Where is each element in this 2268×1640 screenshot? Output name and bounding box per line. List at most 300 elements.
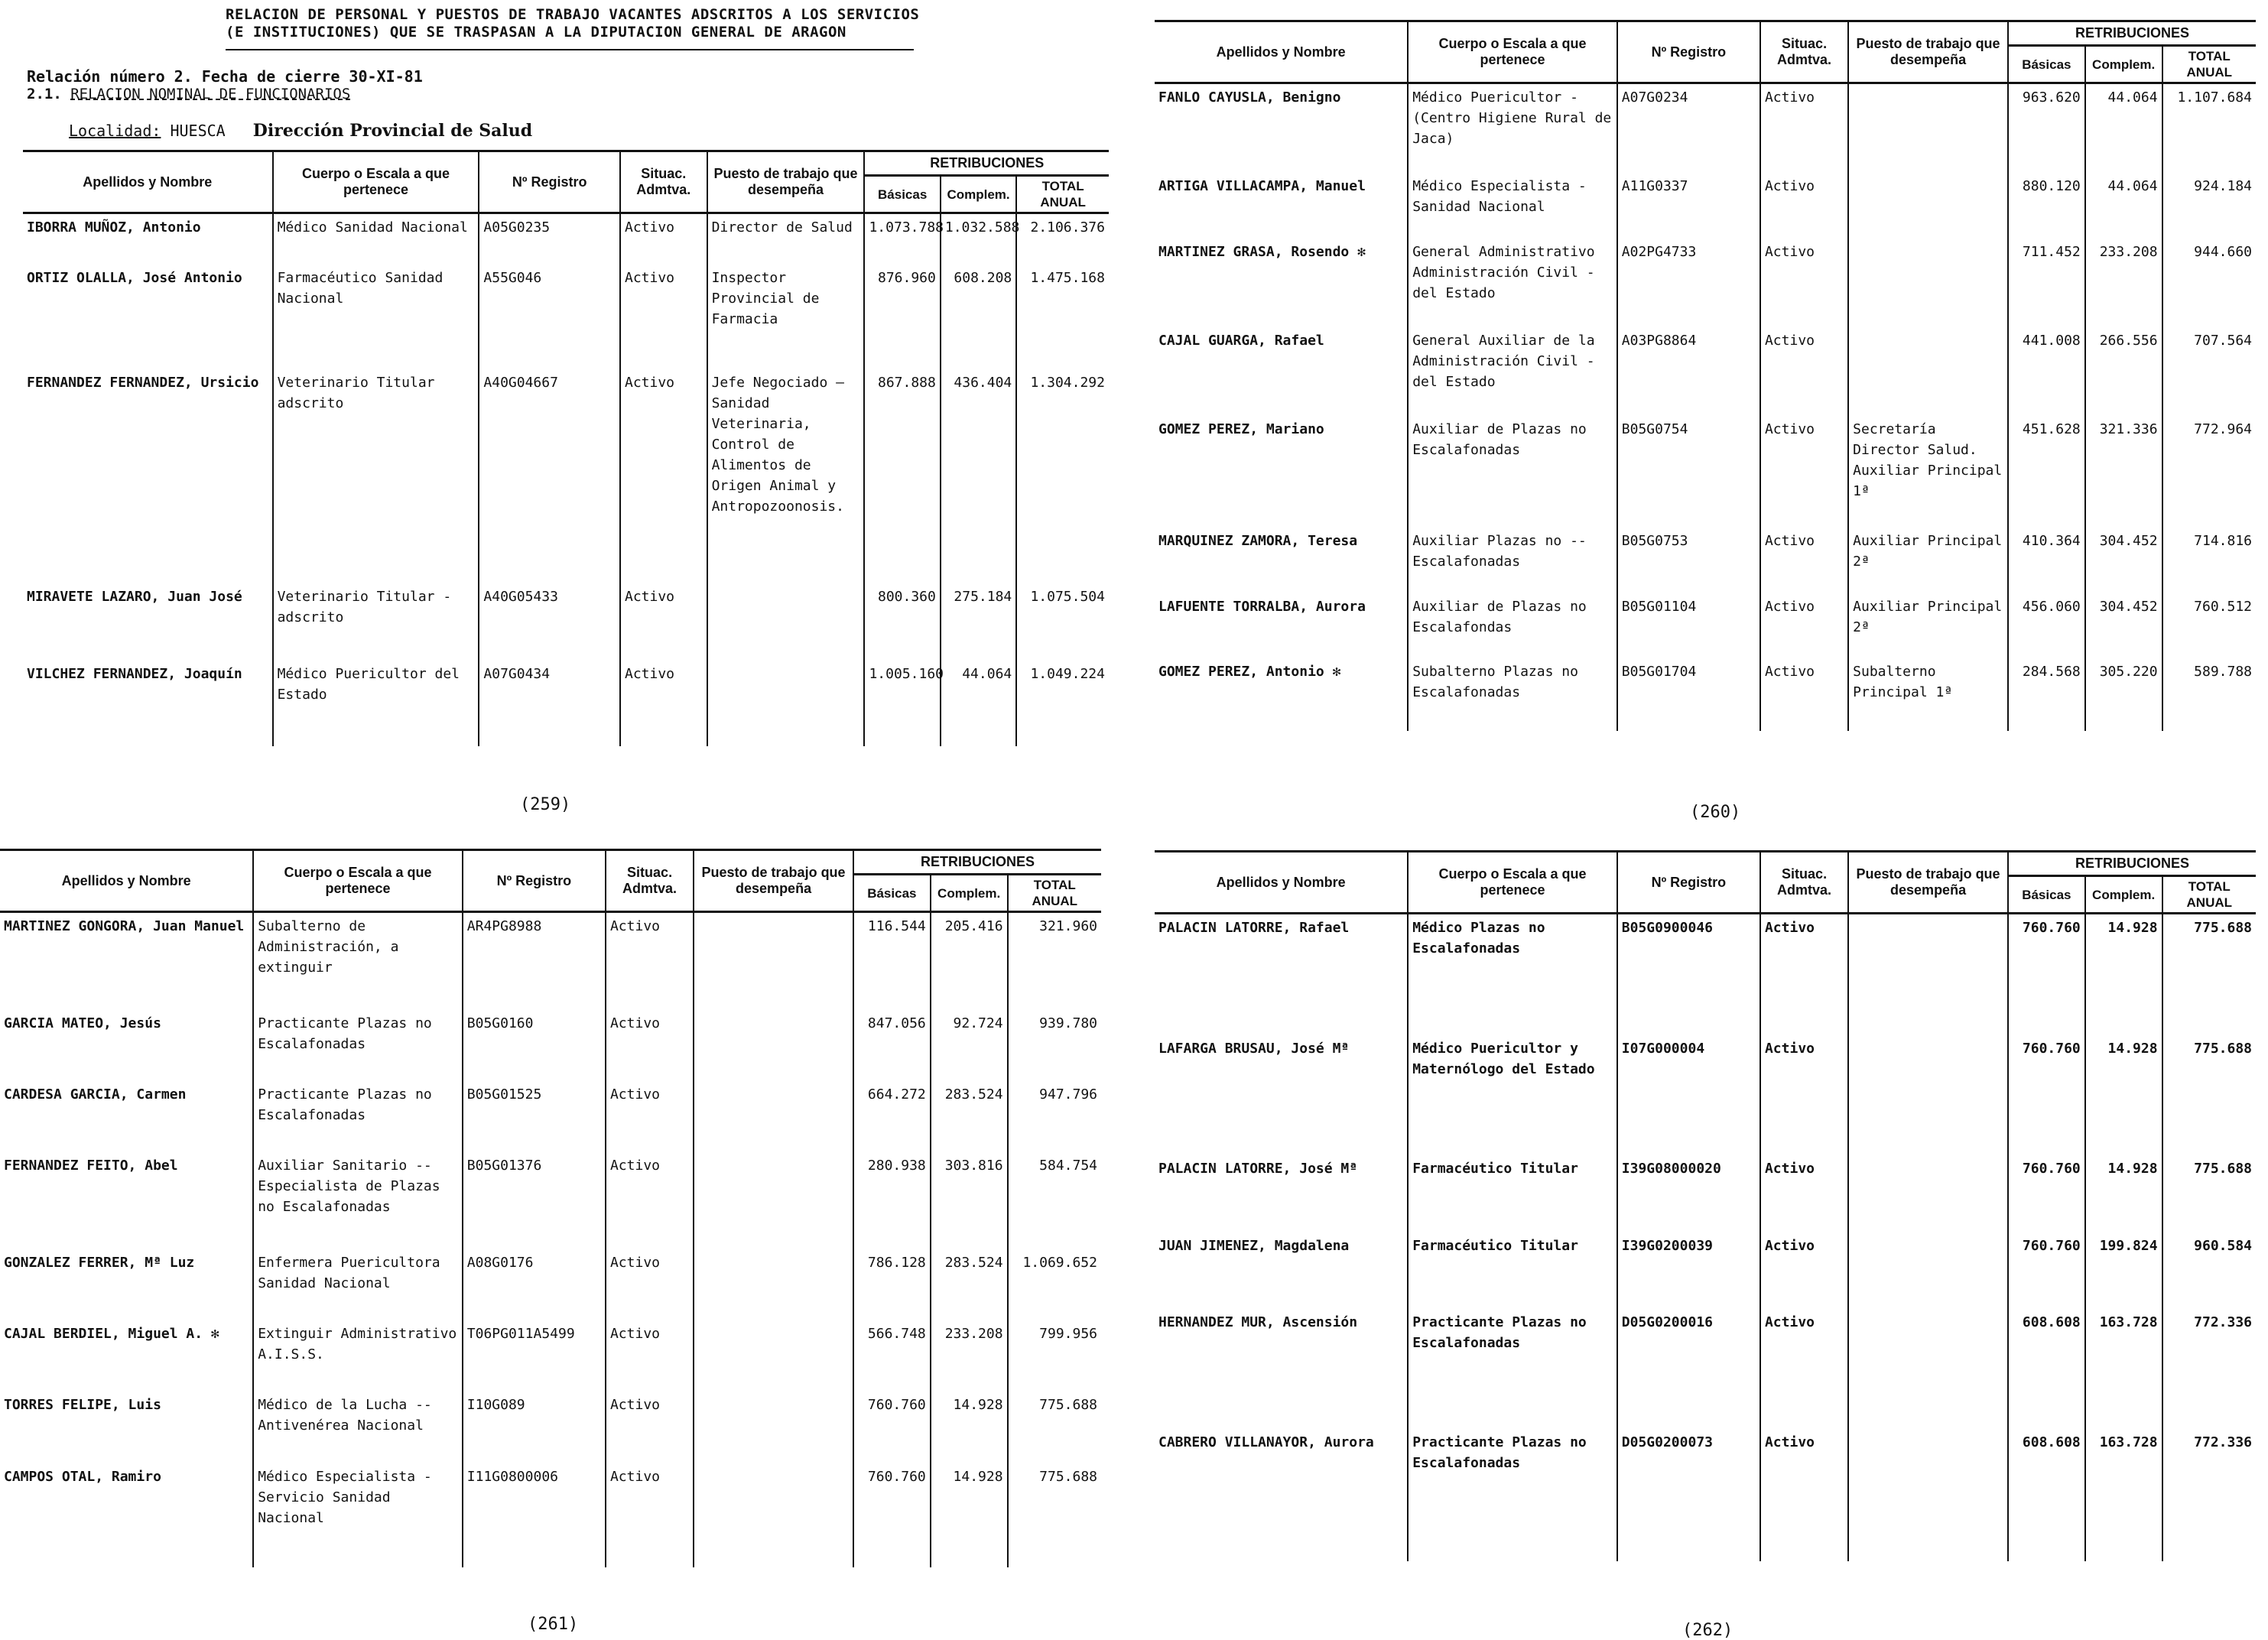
cell-total: 1.069.652 (1008, 1249, 1101, 1320)
cell-basicas: 116.544 (853, 912, 931, 1010)
cell-total: 775.688 (2162, 914, 2256, 1036)
table-row (0, 1249, 1101, 1320)
cell-situacion: Activo (1760, 1429, 1848, 1549)
localidad-line (69, 121, 532, 141)
cell-puesto: Auxiliar Principal 2ª (1848, 593, 2008, 659)
cell-puesto (1848, 83, 2008, 174)
cell-puesto: Director de Salud (707, 213, 865, 265)
cell-total: 775.688 (2162, 1035, 2256, 1155)
cell-total: 760.512 (2162, 593, 2256, 659)
cell-cuerpo: Veterinario Titular adscrito (273, 369, 479, 584)
cell-registro: B05G01104 (1617, 593, 1760, 659)
cell-complem: 163.728 (2085, 1429, 2162, 1549)
cell-puesto (694, 912, 853, 1010)
table-row (1155, 1429, 2256, 1549)
cell-nombre: MARQUINEZ ZAMORA, Teresa (1158, 533, 1358, 550)
cell-registro: I07G000004 (1617, 1035, 1760, 1155)
col-header-retribuciones: RETRIBUCIONES (864, 151, 1109, 176)
cell-nombre: JUAN JIMENEZ, Magdalena (1158, 1237, 1350, 1254)
cell-registro: A40G05433 (479, 583, 620, 661)
cell-nombre: PALACIN LATORRE, Rafael (1158, 920, 1350, 936)
cell-cuerpo: Médico Puericultor del Estado (273, 661, 479, 738)
cell-basicas: 760.760 (2008, 1155, 2085, 1232)
cell-total: 707.564 (2162, 327, 2256, 416)
cell-registro: I39G0200039 (1617, 1232, 1760, 1310)
cell-registro: A55G046 (479, 265, 620, 369)
cell-nombre: IBORRA MUÑOZ, Antonio (27, 219, 201, 235)
cell-puesto (1848, 327, 2008, 416)
cell-cuerpo: Médico Puericultor - (Centro Higiene Rural de Jaca) (1408, 83, 1617, 174)
filler-cell (1008, 1560, 1101, 1567)
cell-registro: B05G01704 (1617, 658, 1760, 724)
cell-complem: 233.208 (931, 1320, 1008, 1392)
cell-registro: D05G0200073 (1617, 1429, 1760, 1549)
col-header-apellidos: Apellidos y Nombre (23, 151, 273, 213)
cell-situacion: Activo (1760, 593, 1848, 659)
cell-puesto (694, 1249, 853, 1320)
cell-puesto (694, 1152, 853, 1249)
localidad-value: HUESCA (170, 122, 226, 140)
cell-basicas: 800.360 (864, 583, 940, 661)
direccion-title: Dirección Provincial de Salud (252, 121, 533, 141)
cell-complem: 44.064 (2085, 173, 2162, 239)
page-number: (262) (1682, 1621, 1733, 1640)
cell-total: 947.796 (1008, 1081, 1101, 1152)
page-number: (261) (528, 1615, 579, 1634)
cell-situacion: Activo (606, 912, 694, 1010)
cell-puesto (694, 1463, 853, 1560)
cell-puesto (1848, 1309, 2008, 1429)
cell-situacion: Activo (620, 213, 707, 265)
cell-basicas: 786.128 (853, 1249, 931, 1320)
cell-puesto (694, 1320, 853, 1392)
cell-total: 584.754 (1008, 1152, 1101, 1249)
cell-total: 1.107.684 (2162, 83, 2256, 174)
cell-cuerpo: Practicante Plazas no Escalafonadas (253, 1010, 463, 1081)
cell-basicas: 760.760 (2008, 1232, 2085, 1310)
cell-cuerpo: Auxiliar de Plazas no Escalafonadas (1408, 416, 1617, 528)
filler-cell (23, 738, 273, 746)
col-header-retribuciones: RETRIBUCIONES (853, 850, 1101, 875)
cell-complem: 436.404 (941, 369, 1016, 584)
filler-cell (620, 738, 707, 746)
cell-total: 939.780 (1008, 1010, 1101, 1081)
table-filler-row (23, 738, 1109, 746)
cell-basicas: 760.760 (2008, 1035, 2085, 1155)
col-header-situacion: Situac. Admtva. (620, 151, 707, 213)
cell-cuerpo: Farmacéutico Titular (1408, 1232, 1617, 1310)
filler-cell (2008, 724, 2085, 731)
cell-puesto: Inspector Provincial de Farmacia (707, 265, 865, 369)
table-row (1155, 658, 2256, 724)
cell-complem: 608.208 (941, 265, 1016, 369)
filler-cell (2085, 1548, 2162, 1561)
cell-total: 1.304.292 (1016, 369, 1109, 584)
cell-complem: 303.816 (931, 1152, 1008, 1249)
cell-complem: 1.032.588 (941, 213, 1016, 265)
cell-cuerpo: Practicante Plazas no Escalafonadas (1408, 1429, 1617, 1549)
cell-complem: 233.208 (2085, 239, 2162, 327)
table-row (0, 912, 1101, 1010)
cell-puesto: Secretaría Director Salud. Auxiliar Principal 1ª (1848, 416, 2008, 528)
cell-complem: 283.524 (931, 1249, 1008, 1320)
cell-basicas: 441.008 (2008, 327, 2085, 416)
col-header-basicas: Básicas (853, 875, 931, 912)
title-line-2: (E INSTITUCIONES) QUE SE TRASPASAN A LA DIPUTACION GENERAL DE ARAGON (226, 24, 846, 41)
cell-total: 321.960 (1008, 912, 1101, 1010)
cell-nombre: VILCHEZ FERNANDEZ, Joaquín (27, 666, 242, 683)
cell-nombre: MIRAVETE LAZARO, Juan José (27, 589, 242, 606)
cell-situacion: Activo (1760, 239, 1848, 327)
cell-nombre: FANLO CAYUSLA, Benigno (1158, 89, 1341, 106)
cell-nombre: GARCIA MATEO, Jesús (4, 1015, 161, 1031)
cell-basicas: 867.888 (864, 369, 940, 584)
col-header-basicas: Básicas (2008, 876, 2085, 914)
col-header-cuerpo: Cuerpo o Escala a que pertenece (253, 850, 463, 912)
filler-cell (2162, 1548, 2256, 1561)
cell-total: 775.688 (1008, 1392, 1101, 1463)
table-row (1155, 528, 2256, 593)
cell-total: 775.688 (2162, 1155, 2256, 1232)
cell-puesto (694, 1010, 853, 1081)
cell-complem: 163.728 (2085, 1309, 2162, 1429)
col-header-registro: Nº Registro (479, 151, 620, 213)
cell-cuerpo: Auxiliar de Plazas no Escalafondas (1408, 593, 1617, 659)
filler-cell (253, 1560, 463, 1567)
cell-cuerpo: Médico Puericultor y Maternólogo del Estado (1408, 1035, 1617, 1155)
personnel-table (0, 849, 1101, 1567)
col-header-total: TOTAL ANUAL (2162, 876, 2256, 914)
cell-registro: AR4PG8988 (463, 912, 606, 1010)
cell-complem: 199.824 (2085, 1232, 2162, 1310)
filler-cell (2085, 724, 2162, 731)
cell-cuerpo: Auxiliar Plazas no -- Escalafonadas (1408, 528, 1617, 593)
cell-total: 589.788 (2162, 658, 2256, 724)
cell-nombre: LAFARGA BRUSAU, José Mª (1158, 1041, 1350, 1057)
cell-puesto (707, 661, 865, 738)
filler-cell (707, 738, 865, 746)
cell-cuerpo: Subalterno Plazas no Escalafonadas (1408, 658, 1617, 724)
cell-situacion: Activo (1760, 914, 1848, 1036)
personnel-table (1155, 20, 2256, 731)
cell-situacion: Activo (606, 1249, 694, 1320)
cell-complem: 14.928 (2085, 1155, 2162, 1232)
personnel-table (1155, 850, 2256, 1561)
col-header-puesto: Puesto de trabajo que desempeña (707, 151, 865, 213)
col-header-registro: Nº Registro (1617, 21, 1760, 83)
col-header-complem: Complem. (941, 176, 1016, 213)
cell-cuerpo: Practicante Plazas no Escalafonadas (253, 1081, 463, 1152)
col-header-cuerpo: Cuerpo o Escala a que pertenece (1408, 21, 1617, 83)
cell-cuerpo: Médico Especialista - Servicio Sanidad Nacional (253, 1463, 463, 1560)
cell-complem: 305.220 (2085, 658, 2162, 724)
cell-cuerpo: General Auxiliar de la Administración Civil - del Estado (1408, 327, 1617, 416)
filler-cell (606, 1560, 694, 1567)
filler-cell (694, 1560, 853, 1567)
filler-cell (463, 1560, 606, 1567)
subsection-number: 2.1. (27, 86, 62, 102)
cell-total: 772.964 (2162, 416, 2256, 528)
cell-complem: 14.928 (931, 1392, 1008, 1463)
subsection-title: RELACION NOMINAL DE FUNCIONARIOS (70, 86, 351, 102)
cell-puesto (1848, 1232, 2008, 1310)
cell-puesto (1848, 914, 2008, 1036)
table-row (1155, 327, 2256, 416)
col-header-complem: Complem. (2085, 876, 2162, 914)
col-header-situacion: Situac. Admtva. (606, 850, 694, 912)
cell-cuerpo: Médico Plazas no Escalafonadas (1408, 914, 1617, 1036)
col-header-complem: Complem. (2085, 46, 2162, 83)
relacion-line: Relación número 2. Fecha de cierre 30-XI-81 (27, 67, 423, 86)
cell-puesto (1848, 1155, 2008, 1232)
document-title (226, 6, 919, 50)
col-header-apellidos: Apellidos y Nombre (0, 850, 253, 912)
page-number: (260) (1690, 803, 1741, 822)
col-header-retribuciones: RETRIBUCIONES (2008, 852, 2256, 876)
filler-cell (479, 738, 620, 746)
cell-situacion: Activo (1760, 528, 1848, 593)
cell-registro: I10G089 (463, 1392, 606, 1463)
cell-nombre: ORTIZ OLALLA, José Antonio (27, 269, 242, 286)
cell-basicas: 1.073.788 (864, 213, 940, 265)
cell-nombre: PALACIN LATORRE, José Mª (1158, 1160, 1358, 1177)
cell-nombre: HERNANDEZ MUR, Ascensión (1158, 1314, 1358, 1331)
cell-situacion: Activo (620, 583, 707, 661)
cell-complem: 205.416 (931, 912, 1008, 1010)
cell-basicas: 451.628 (2008, 416, 2085, 528)
filler-cell (1155, 724, 1408, 731)
col-header-situacion: Situac. Admtva. (1760, 21, 1848, 83)
cell-cuerpo: Veterinario Titular - adscrito (273, 583, 479, 661)
cell-nombre: FERNANDEZ FEITO, Abel (4, 1158, 178, 1174)
col-header-basicas: Básicas (864, 176, 940, 213)
cell-puesto: Jefe Negociado — Sanidad Veterinaria, Control de Alimentos de Origen Animal y Antropozoonosis. (707, 369, 865, 584)
cell-basicas: 1.005.160 (864, 661, 940, 738)
col-header-registro: Nº Registro (463, 850, 606, 912)
table-row (0, 1392, 1101, 1463)
col-header-cuerpo: Cuerpo o Escala a que pertenece (1408, 852, 1617, 914)
cell-basicas: 456.060 (2008, 593, 2085, 659)
cell-basicas: 664.272 (853, 1081, 931, 1152)
cell-basicas: 963.620 (2008, 83, 2085, 174)
table-row (0, 1152, 1101, 1249)
cell-registro: A03PG8864 (1617, 327, 1760, 416)
cell-situacion: Activo (1760, 327, 1848, 416)
page-260 (1155, 0, 2263, 826)
cell-nombre: ARTIGA VILLACAMPA, Manuel (1158, 178, 1366, 195)
cell-total: 772.336 (2162, 1429, 2256, 1549)
filler-cell (1848, 1548, 2008, 1561)
cell-nombre: TORRES FELIPE, Luis (4, 1397, 161, 1414)
col-header-puesto: Puesto de trabajo que desempeña (1848, 21, 2008, 83)
filler-cell (0, 1560, 253, 1567)
table-row (0, 1081, 1101, 1152)
cell-situacion: Activo (620, 265, 707, 369)
table-row (1155, 1232, 2256, 1310)
cell-registro: T06PG011A5499 (463, 1320, 606, 1392)
cell-total: 799.956 (1008, 1320, 1101, 1392)
page-262 (1155, 833, 2263, 1640)
cell-total: 775.688 (1008, 1463, 1101, 1560)
table-row (23, 265, 1109, 369)
cell-cuerpo: Médico Sanidad Nacional (273, 213, 479, 265)
cell-registro: B05G01525 (463, 1081, 606, 1152)
col-header-basicas: Básicas (2008, 46, 2085, 83)
col-header-situacion: Situac. Admtva. (1760, 852, 1848, 914)
cell-puesto (694, 1392, 853, 1463)
cell-cuerpo: Subalterno de Administración, a extinguir (253, 912, 463, 1010)
col-header-complem: Complem. (931, 875, 1008, 912)
cell-situacion: Activo (1760, 173, 1848, 239)
filler-cell (1016, 738, 1109, 746)
cell-situacion: Activo (1760, 1035, 1848, 1155)
table-row (0, 1010, 1101, 1081)
filler-cell (273, 738, 479, 746)
cell-registro: B05G0754 (1617, 416, 1760, 528)
table-row (1155, 914, 2256, 1036)
cell-total: 960.584 (2162, 1232, 2256, 1310)
col-header-total: TOTAL ANUAL (1008, 875, 1101, 912)
table-row (0, 1320, 1101, 1392)
cell-total: 1.075.504 (1016, 583, 1109, 661)
cell-total: 2.106.376 (1016, 213, 1109, 265)
cell-situacion: Activo (606, 1010, 694, 1081)
table-row (1155, 1309, 2256, 1429)
cell-registro: D05G0200016 (1617, 1309, 1760, 1429)
cell-cuerpo: Farmacéutico Titular (1408, 1155, 1617, 1232)
col-header-total: TOTAL ANUAL (2162, 46, 2256, 83)
filler-cell (2008, 1548, 2085, 1561)
cell-nombre: GONZALEZ FERRER, Mª Luz (4, 1254, 195, 1271)
cell-cuerpo: Extinguir Administrativo A.I.S.S. (253, 1320, 463, 1392)
cell-puesto (707, 583, 865, 661)
cell-basicas: 410.364 (2008, 528, 2085, 593)
filler-cell (1617, 724, 1760, 731)
cell-cuerpo: Practicante Plazas no Escalafonadas (1408, 1309, 1617, 1429)
col-header-apellidos: Apellidos y Nombre (1155, 21, 1408, 83)
cell-complem: 44.064 (2085, 83, 2162, 174)
cell-nombre: GOMEZ PEREZ, Mariano (1158, 421, 1324, 437)
cell-complem: 92.724 (931, 1010, 1008, 1081)
filler-cell (1760, 724, 1848, 731)
cell-situacion: Activo (606, 1463, 694, 1560)
cell-nombre: LAFUENTE TORRALBA, Aurora (1158, 598, 1366, 615)
cell-registro: A08G0176 (463, 1249, 606, 1320)
cell-situacion: Activo (1760, 83, 1848, 174)
localidad-label: Localidad: (69, 122, 161, 140)
cell-puesto (694, 1081, 853, 1152)
cell-nombre: MARTINEZ GRASA, Rosendo ✻ (1158, 243, 1366, 260)
cell-total: 772.336 (2162, 1309, 2256, 1429)
cell-complem: 14.928 (2085, 914, 2162, 1036)
cell-puesto (1848, 1429, 2008, 1549)
table-row (1155, 593, 2256, 659)
table-row (1155, 416, 2256, 528)
cell-complem: 304.452 (2085, 528, 2162, 593)
cell-situacion: Activo (1760, 1232, 1848, 1310)
cell-nombre: CAJAL GUARGA, Rafael (1158, 332, 1324, 349)
cell-complem: 266.556 (2085, 327, 2162, 416)
cell-registro: A07G0434 (479, 661, 620, 738)
cell-situacion: Activo (606, 1392, 694, 1463)
filler-cell (2162, 724, 2256, 731)
cell-complem: 275.184 (941, 583, 1016, 661)
cell-cuerpo: General Administrativo Administración Civil - del Estado (1408, 239, 1617, 327)
cell-total: 1.475.168 (1016, 265, 1109, 369)
cell-nombre: GOMEZ PEREZ, Antonio ✻ (1158, 664, 1341, 680)
cell-registro: B05G0160 (463, 1010, 606, 1081)
cell-basicas: 280.938 (853, 1152, 931, 1249)
cell-basicas: 608.608 (2008, 1309, 2085, 1429)
cell-registro: I11G0800006 (463, 1463, 606, 1560)
table-row (1155, 83, 2256, 174)
table-row (23, 661, 1109, 738)
cell-puesto (1848, 239, 2008, 327)
cell-complem: 14.928 (2085, 1035, 2162, 1155)
cell-basicas: 566.748 (853, 1320, 931, 1392)
col-header-puesto: Puesto de trabajo que desempeña (694, 850, 853, 912)
table-row (1155, 1155, 2256, 1232)
cell-situacion: Activo (606, 1152, 694, 1249)
cell-complem: 304.452 (2085, 593, 2162, 659)
cell-basicas: 284.568 (2008, 658, 2085, 724)
cell-puesto: Auxiliar Principal 2ª (1848, 528, 2008, 593)
cell-nombre: CARDESA GARCIA, Carmen (4, 1086, 187, 1103)
cell-total: 1.049.224 (1016, 661, 1109, 738)
cell-registro: A07G0234 (1617, 83, 1760, 174)
filler-cell (1760, 1548, 1848, 1561)
cell-situacion: Activo (620, 369, 707, 584)
cell-puesto (1848, 173, 2008, 239)
cell-complem: 321.336 (2085, 416, 2162, 528)
cell-nombre: CAJAL BERDIEL, Miguel A. ✻ (4, 1326, 219, 1343)
cell-basicas: 847.056 (853, 1010, 931, 1081)
col-header-total: TOTAL ANUAL (1016, 176, 1109, 213)
cell-complem: 44.064 (941, 661, 1016, 738)
cell-situacion: Activo (1760, 658, 1848, 724)
table-row (23, 369, 1109, 584)
cell-registro: B05G0753 (1617, 528, 1760, 593)
cell-registro: I39G08000020 (1617, 1155, 1760, 1232)
personnel-table (23, 150, 1109, 746)
table-filler-row (1155, 1548, 2256, 1561)
table-row (1155, 239, 2256, 327)
cell-cuerpo: Auxiliar Sanitario -- Especialista de Plazas no Escalafonadas (253, 1152, 463, 1249)
cell-registro: B05G01376 (463, 1152, 606, 1249)
subsection-line (27, 86, 350, 102)
cell-basicas: 711.452 (2008, 239, 2085, 327)
cell-nombre: FERNANDEZ FERNANDEZ, Ursicio (27, 374, 259, 391)
col-header-puesto: Puesto de trabajo que desempeña (1848, 852, 2008, 914)
page-259 (23, 0, 1124, 826)
col-header-apellidos: Apellidos y Nombre (1155, 852, 1408, 914)
cell-basicas: 876.960 (864, 265, 940, 369)
cell-cuerpo: Farmacéutico Sanidad Nacional (273, 265, 479, 369)
cell-registro: A02PG4733 (1617, 239, 1760, 327)
filler-cell (853, 1560, 931, 1567)
filler-cell (1155, 1548, 1408, 1561)
filler-cell (931, 1560, 1008, 1567)
cell-situacion: Activo (620, 661, 707, 738)
filler-cell (1848, 724, 2008, 731)
cell-basicas: 880.120 (2008, 173, 2085, 239)
cell-cuerpo: Médico Especialista - Sanidad Nacional (1408, 173, 1617, 239)
cell-basicas: 608.608 (2008, 1429, 2085, 1549)
cell-total: 714.816 (2162, 528, 2256, 593)
filler-cell (1617, 1548, 1760, 1561)
cell-registro: A05G0235 (479, 213, 620, 265)
col-header-retribuciones: RETRIBUCIONES (2008, 21, 2256, 46)
